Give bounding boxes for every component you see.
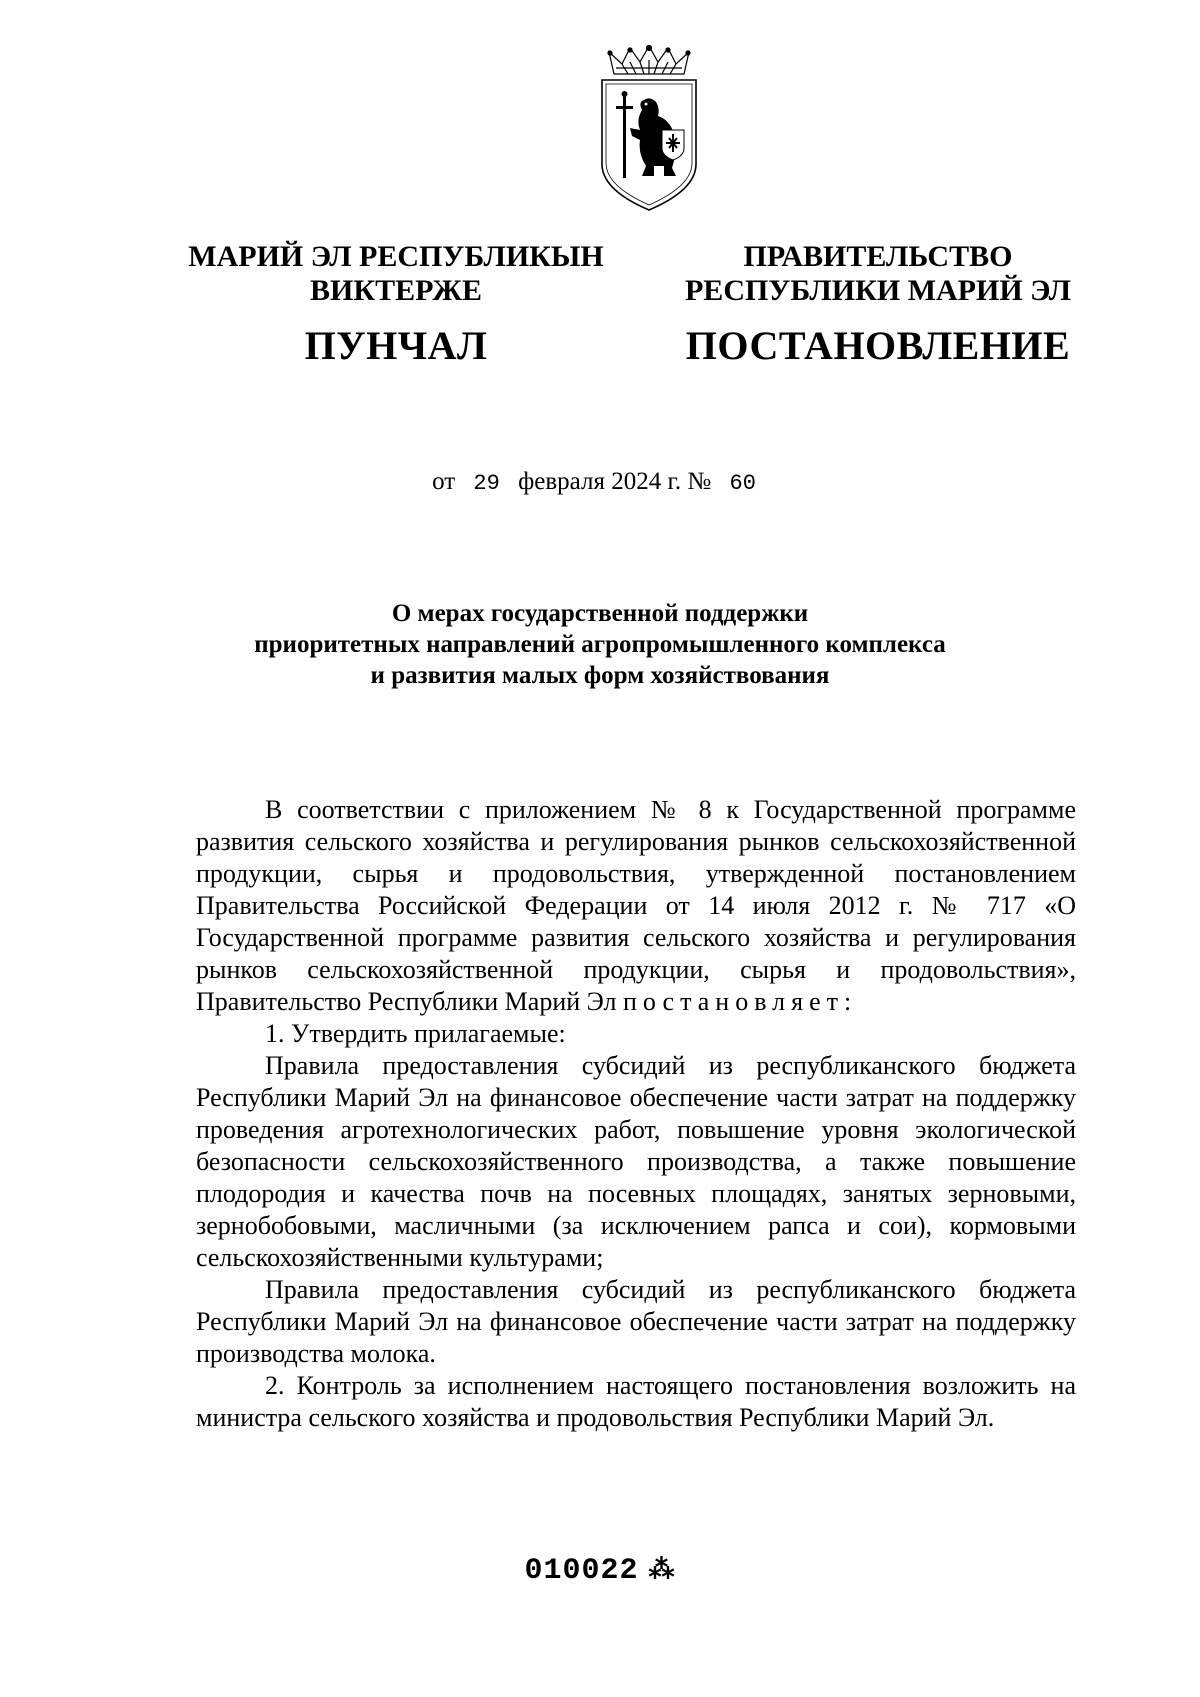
paragraph-rules-1: Правила предоставления субсидий из республиканского бюджета Республики Марий Эл на финансовое обеспечение части затрат на поддержку проведения агротехнологических работ, повышение уровня экологической безопасности сельскохозяйственного производства, а также повышение плодородия и качества почв на посевных площадях, занятых зерновыми, зернобобовыми, масличными (за исключением рапса и сои), кормовыми сельскохозяйственными культурами;: [196, 1051, 1076, 1272]
form-number-value: 010022: [524, 1554, 639, 1588]
paragraph-rules-2: Правила предоставления субсидий из республиканского бюджета Республики Марий Эл на финансовое обеспечение части затрат на поддержку производства молока.: [196, 1275, 1076, 1368]
preamble-resolves: постановляет:: [622, 987, 858, 1016]
coat-of-arms-emblem: [594, 44, 704, 216]
header-left-line1: МАРИЙ ЭЛ РЕСПУБЛИКЫН: [188, 240, 604, 273]
header-left-doc-kind: ПУНЧАЛ: [304, 323, 488, 368]
date-prefix: от: [432, 468, 456, 495]
date-month-year: февраля 2024 г. №: [518, 468, 712, 495]
header-left-line2: ВИКТЕРЖЕ: [309, 274, 483, 307]
date-day: 29: [473, 471, 500, 496]
asterism-mark: ⁂: [648, 1556, 676, 1586]
header-right-line2: РЕСПУБЛИКИ МАРИЙ ЭЛ: [684, 274, 1071, 307]
crown-icon: [608, 46, 690, 75]
document-body: [196, 794, 1076, 1434]
paragraph-item-2: 2. Контроль за исполнением настоящего постановления возложить на министра сельского хозяйства и продовольствия Республики Марий Эл.: [196, 1371, 1076, 1432]
header-right-line1: ПРАВИТЕЛЬСТВО: [743, 240, 1013, 273]
title-line-3: и развития малых форм хозяйствования: [370, 662, 830, 689]
date-line: [0, 468, 1200, 496]
document-title: [150, 598, 1050, 691]
header-right-block: [648, 240, 1108, 368]
header-right-doc-kind: ПОСТАНОВЛЕНИЕ: [685, 323, 1071, 368]
small-shield-icon: [662, 130, 684, 160]
title-line-1: О мерах государственной поддержки: [391, 600, 809, 627]
header-left-block: [166, 240, 626, 368]
doc-number-value: 60: [729, 471, 756, 496]
title-line-2: приоритетных направлений агропромышленного комплекса: [254, 631, 946, 658]
paragraph-item-1: 1. Утвердить прилагаемые:: [265, 1019, 566, 1048]
form-number: [0, 1554, 1200, 1588]
preamble-text: В соответствии с приложением № 8 к Государственной программе развития сельского хозяйства и регулирования рынков сельскохозяйственной продукции, сырья и продовольствия, утвержденной постановлением Правительства Российской Федерации от 14 июля 2012 г. № 717 «О Государственной программе развития сельского хозяйства и регулирования рынков сельскохозяйственной продукции, сырья и продовольствия», Правительство Республики Марий Эл: [196, 795, 1076, 1016]
paragraph-preamble: [196, 794, 1076, 1018]
